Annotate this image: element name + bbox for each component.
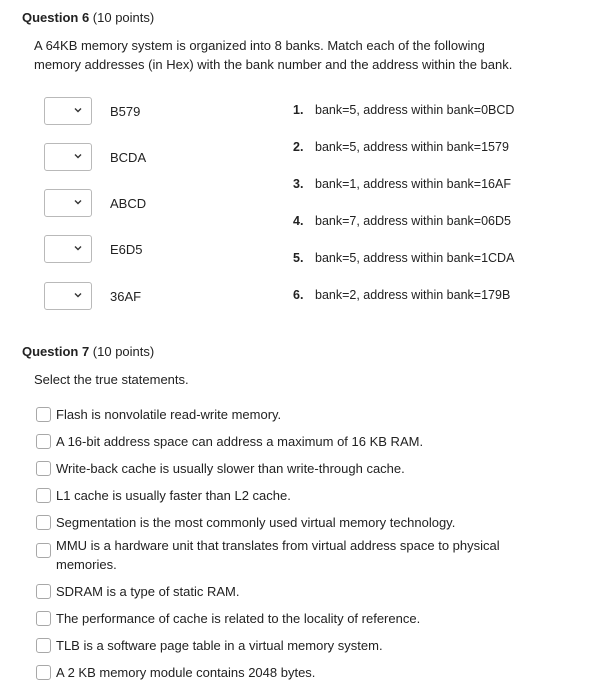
option-text <box>56 636 383 655</box>
chevron-down-icon <box>74 244 82 252</box>
checkbox[interactable] <box>36 638 51 653</box>
option-text-line1: SDRAM is a type of static RAM. <box>56 584 240 599</box>
option-text-line1: L1 cache is usually faster than L2 cache. <box>56 488 291 503</box>
question-6-header <box>22 10 154 25</box>
checkbox[interactable] <box>36 461 51 476</box>
checkbox-option <box>36 486 556 505</box>
checkbox-option <box>36 405 556 424</box>
checkbox[interactable] <box>36 611 51 626</box>
option-text-line1: The performance of cache is related to the locality of reference. <box>56 611 421 626</box>
option-text <box>56 432 423 451</box>
question-6-prompt <box>34 36 512 74</box>
option-text-line1: Write-back cache is usually slower than write-through cache. <box>56 461 405 476</box>
checkbox-option <box>36 609 556 628</box>
checkbox[interactable] <box>36 407 51 422</box>
match-select-4[interactable] <box>44 235 92 263</box>
checkbox-option <box>36 432 556 451</box>
checkbox[interactable] <box>36 515 51 530</box>
match-select-2[interactable] <box>44 143 92 171</box>
checkbox[interactable] <box>36 665 51 680</box>
option-text-line1: Flash is nonvolatile read-write memory. <box>56 407 282 422</box>
option-text-line1: A 16-bit address space can address a maximum of 16 KB RAM. <box>56 434 424 449</box>
checkbox-option <box>36 663 556 682</box>
option-text-line1: MMU is a hardware unit that translates from virtual address space to physical <box>56 538 500 553</box>
checkbox[interactable] <box>36 488 51 503</box>
option-text-line1: Segmentation is the most commonly used virtual memory technology. <box>56 515 456 530</box>
match-address-label: ABCD <box>110 195 147 211</box>
option-text <box>56 405 281 424</box>
question-7-header <box>22 344 154 359</box>
checkbox[interactable] <box>36 543 51 558</box>
answer-number: 4. <box>293 214 304 228</box>
question-7-prompt: Select the true statements. <box>34 372 189 387</box>
option-text <box>56 582 240 601</box>
option-text-line2: memories. <box>56 557 117 572</box>
chevron-down-icon <box>74 152 82 160</box>
chevron-down-icon <box>74 291 82 299</box>
match-row <box>44 234 143 264</box>
checkbox-option <box>36 536 556 574</box>
match-address-label: 36AF <box>110 288 142 304</box>
question-6-points: (10 points) <box>89 10 155 25</box>
option-text <box>56 609 420 628</box>
answer-number: 1. <box>293 103 304 117</box>
match-select-1[interactable] <box>44 97 92 125</box>
answer-number: 5. <box>293 251 304 265</box>
answer-option <box>293 140 509 154</box>
answer-text: bank=5, address within bank=1579 <box>315 140 509 154</box>
option-text <box>56 513 455 532</box>
answer-option <box>293 177 511 191</box>
answer-text: bank=5, address within bank=1CDA <box>315 251 515 265</box>
option-text-line1: A 2 KB memory module contains 2048 bytes. <box>56 665 316 680</box>
question-6-title: Question 6 <box>22 10 90 25</box>
match-row <box>44 188 147 218</box>
option-text <box>56 486 291 505</box>
checkbox-option <box>36 636 556 655</box>
match-address-label: E6D5 <box>110 241 143 257</box>
answer-option <box>293 251 514 265</box>
option-text <box>56 663 315 682</box>
match-row <box>44 96 141 126</box>
option-text <box>56 459 405 478</box>
chevron-down-icon <box>74 106 82 114</box>
checkbox[interactable] <box>36 434 51 449</box>
match-select-5[interactable] <box>44 282 92 310</box>
checkbox[interactable] <box>36 584 51 599</box>
match-address-label: BCDA <box>110 149 147 165</box>
answer-number: 3. <box>293 177 304 191</box>
match-address-label: B579 <box>110 103 141 119</box>
answer-text: bank=1, address within bank=16AF <box>315 177 511 191</box>
answer-text: bank=2, address within bank=179B <box>315 288 511 302</box>
question-6-prompt-line1: A 64KB memory system is organized into 8 banks. Match each of the following <box>34 38 485 53</box>
answer-text: bank=7, address within bank=06D5 <box>315 214 511 228</box>
question-6-prompt-line2: memory addresses (in Hex) with the bank number and the address within the bank. <box>34 57 513 72</box>
answer-number: 6. <box>293 288 304 302</box>
option-text-line1: TLB is a software page table in a virtual memory system. <box>56 638 383 653</box>
checkbox-option <box>36 582 556 601</box>
answer-option <box>293 103 514 117</box>
chevron-down-icon <box>74 198 82 206</box>
match-row <box>44 142 147 172</box>
match-select-3[interactable] <box>44 189 92 217</box>
question-7-title: Question 7 <box>22 344 90 359</box>
option-text <box>56 536 500 574</box>
checkbox-option <box>36 459 556 478</box>
answer-option <box>293 214 511 228</box>
answer-option <box>293 288 510 302</box>
question-7-points: (10 points) <box>89 344 155 359</box>
match-row <box>44 281 142 311</box>
answer-number: 2. <box>293 140 304 154</box>
checkbox-option <box>36 513 556 532</box>
answer-text: bank=5, address within bank=0BCD <box>315 103 515 117</box>
